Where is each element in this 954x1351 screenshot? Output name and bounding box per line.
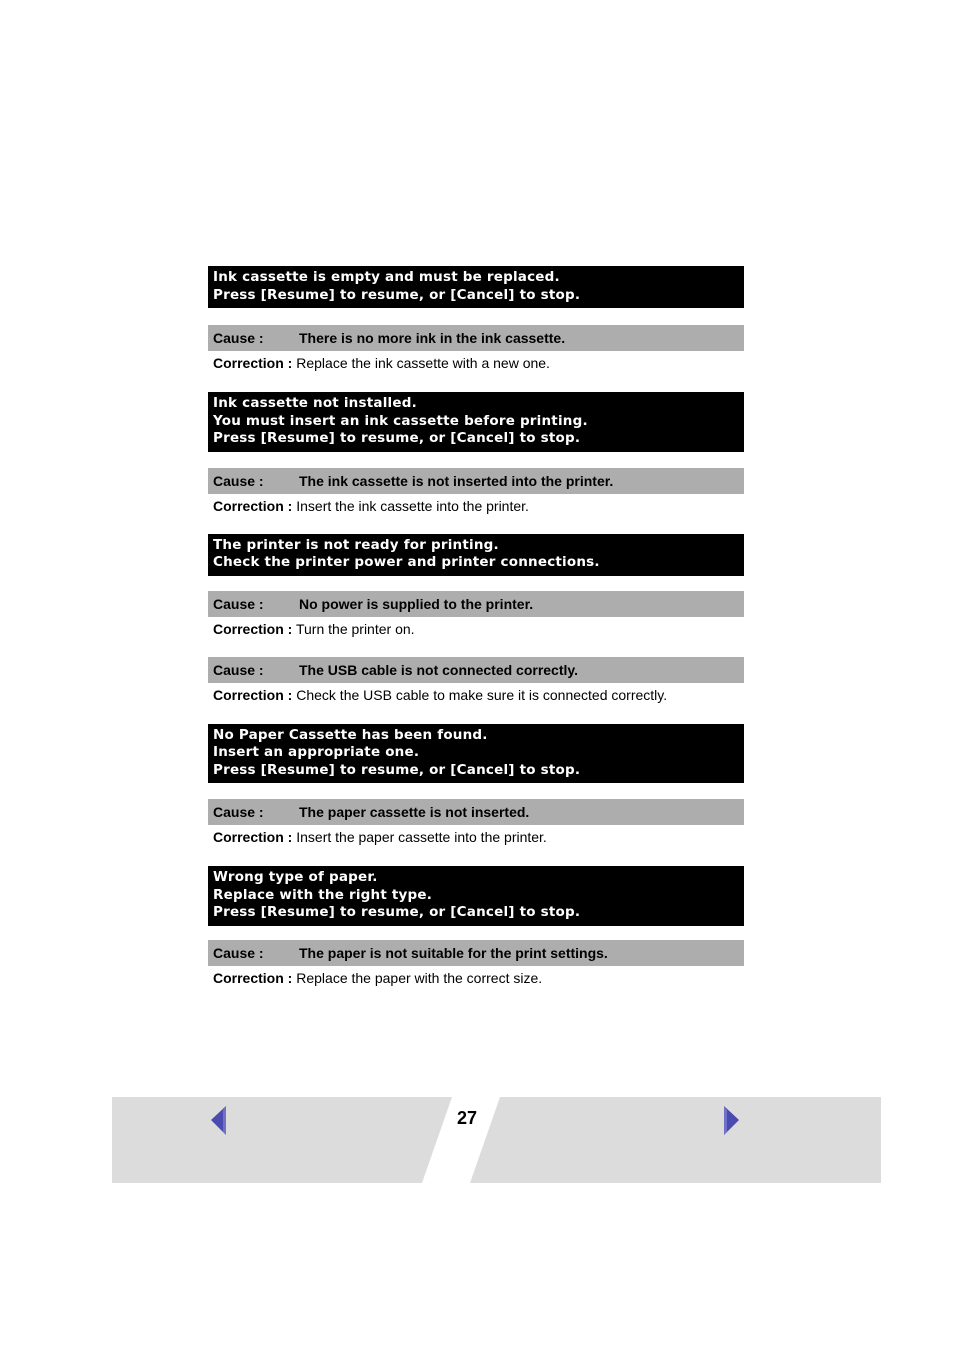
correction-label: Correction :: [213, 686, 293, 703]
error-message-box: [208, 392, 744, 452]
cause-text: The USB cable is not connected correctly.: [299, 661, 579, 678]
footer-panel-left: [112, 1097, 452, 1183]
error-message-line: No Paper Cassette has been found.: [213, 726, 488, 743]
error-message-box: [208, 534, 744, 576]
error-section: [208, 724, 744, 851]
correction-row: [208, 825, 744, 850]
correction-text: Insert the paper cassette into the printer.: [296, 829, 547, 845]
error-message-line: Press [Resume] to resume, or [Cancel] to stop.: [213, 286, 581, 303]
correction-text: Replace the ink cassette with a new one.: [296, 355, 550, 371]
troubleshooting-content: [208, 266, 744, 991]
error-message-line: Press [Resume] to resume, or [Cancel] to stop.: [213, 430, 581, 446]
error-section: [208, 392, 744, 519]
correction-text: Check the USB cable to make sure it is connected correctly.: [296, 686, 668, 703]
cause-label: Cause :: [213, 330, 264, 346]
error-section: [208, 534, 744, 708]
cause-text: The ink cassette is not inserted into the printer.: [299, 472, 614, 489]
cause-label: Cause :: [213, 944, 264, 961]
previous-page-button[interactable]: [206, 1102, 232, 1138]
error-message-line: Ink cassette not installed.: [213, 395, 417, 411]
error-message-line: Insert an appropriate one.: [213, 744, 420, 760]
triangle-right-icon: [720, 1102, 746, 1138]
cause-text: The paper cassette is not inserted.: [299, 804, 530, 820]
cause-row: [208, 799, 744, 825]
correction-row: [208, 351, 744, 376]
error-message-line: Wrong type of paper.: [213, 869, 378, 885]
error-message-box: [208, 866, 744, 926]
cause-label: Cause :: [213, 472, 264, 489]
cause-row: [208, 657, 744, 683]
correction-label: Correction :: [213, 829, 293, 845]
error-section: [208, 266, 744, 376]
error-message-line: The printer is not ready for printing.: [213, 536, 499, 553]
correction-text: Replace the paper with the correct size.: [296, 969, 543, 986]
cause-text: No power is supplied to the printer.: [299, 595, 534, 612]
triangle-left-icon: [206, 1102, 232, 1138]
next-page-button[interactable]: [720, 1102, 746, 1138]
correction-label: Correction :: [213, 497, 293, 514]
correction-label: Correction :: [213, 969, 293, 986]
correction-label: Correction :: [213, 620, 293, 637]
error-message-line: Check the printer power and printer connections.: [213, 554, 600, 570]
correction-row: [208, 966, 744, 991]
cause-label: Cause :: [213, 661, 264, 678]
correction-row: [208, 617, 744, 642]
error-message-line: Replace with the right type.: [213, 886, 433, 903]
error-message-line: Ink cassette is empty and must be replaced.: [213, 269, 560, 285]
cause-row: [208, 325, 744, 351]
cause-text: There is no more ink in the ink cassette.: [299, 330, 566, 346]
page-number: 27: [456, 1108, 478, 1128]
correction-row: [208, 683, 744, 708]
error-message-box: [208, 724, 744, 784]
error-section: [208, 866, 744, 991]
correction-text: Insert the ink cassette into the printer.: [296, 497, 529, 514]
cause-row: [208, 591, 744, 617]
correction-label: Correction :: [213, 355, 293, 371]
cause-label: Cause :: [213, 804, 264, 820]
cause-text: The paper is not suitable for the print settings.: [299, 944, 608, 961]
cause-row: [208, 940, 744, 966]
cause-row: [208, 468, 744, 494]
error-message-line: You must insert an ink cassette before printing.: [213, 412, 588, 429]
error-message-box: [208, 266, 744, 308]
error-message-line: Press [Resume] to resume, or [Cancel] to stop.: [213, 761, 581, 778]
footer-panel-right: [470, 1097, 881, 1183]
correction-row: [208, 494, 744, 519]
cause-label: Cause :: [213, 595, 264, 612]
correction-text: Turn the printer on.: [295, 620, 415, 637]
error-message-line: Press [Resume] to resume, or [Cancel] to stop.: [213, 904, 581, 920]
